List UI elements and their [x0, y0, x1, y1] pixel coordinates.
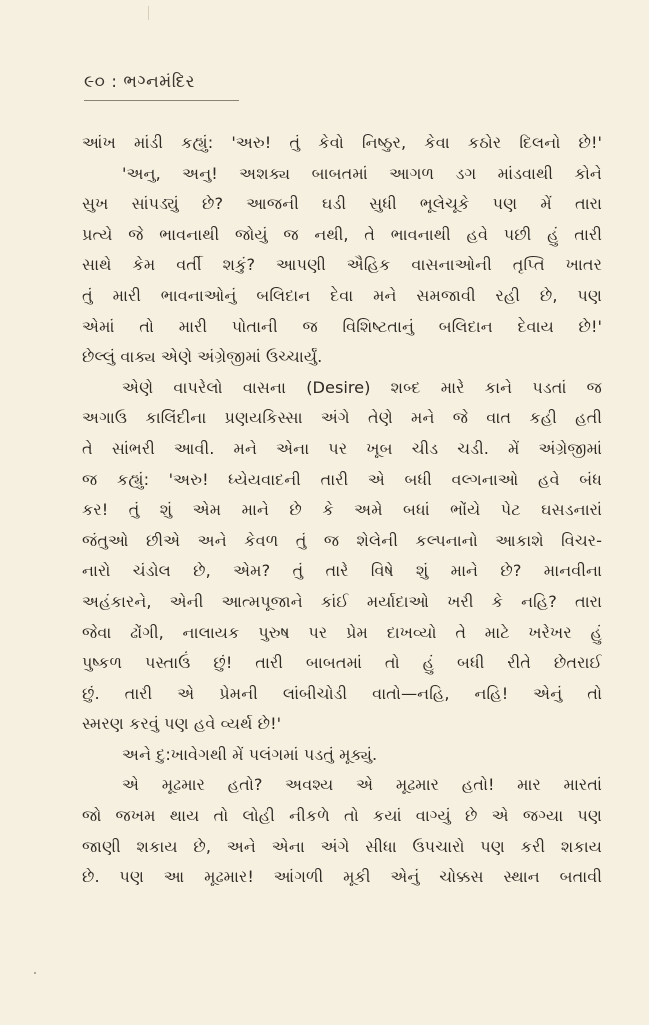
text-line: જંતુઓ છીએ અને કેવળ તું જ શેલેની કલ્પનાનો આકાશે વિચર- [82, 530, 602, 550]
text-line: એમાં તો મારી પોતાની જ વિશિષ્ટતાનું બલિદાન દેવાય છે!' [82, 316, 602, 336]
text-line: તું મારી ભાવનાઓનું બલિદાન દેવા મને સમજાવી રહી છે, પણ [82, 285, 602, 305]
text-line: જાણી શકાય છે, અને એના અંગે સીધા ઉપચારો પણ કરી શકાય [82, 836, 602, 856]
page-speck [34, 972, 36, 974]
text-line: અને દુ:ખાવેગથી મેં પલંગમાં પડતું મૂક્યું. [122, 744, 378, 764]
text-line: કર! તું શું એમ માને છે કે અમે બધાં ભોંયે પેટ ઘસડનારાં [82, 500, 602, 520]
text-line: સાથે કેમ વર્તી શકું? આપણી ઐહિક વાસનાઓની તૃપ્તિ ખાતર [82, 255, 602, 275]
body-text [82, 128, 602, 893]
text-line: આંખ માંડી કહ્યું: 'અરુ! તું કેવો નિષ્ઠુર, કેવા કઠોર દિલનો છે!' [82, 133, 602, 152]
text-line: છું. તારી એ પ્રેમની લાંબીચોડી વાતો—નહિ, નહિ! એનું તો [82, 683, 602, 703]
text-line: પુષ્કળ પસ્તાઉં છું! તારી બાબતમાં તો હું બધી રીતે છેતરાઈ [82, 653, 602, 673]
text-line: જેવા ઢોંગી, નાલાયક પુરુષ પર પ્રેમ દાખવ્યો તે માટે ખરેખર હું [82, 622, 602, 642]
text-line: એ મૂઢમાર હતો? અવશ્ય એ મૂઢમાર હતો! માર મારતાં [122, 775, 602, 795]
text-line: જો જખમ થાય તો લોહી નીકળે તો કયાં વાગ્યું છે એ જગ્યા પણ [82, 806, 602, 826]
text-line: અહંકારને, એની આત્મપૂજાને કાંઈ મર્યાદાઓ ખરી કે નહિ? તારા [82, 591, 602, 611]
text-line: છેલ્લું વાક્ય એણે અંગ્રેજીમાં ઉચ્ચાર્યું. [82, 347, 323, 367]
header-rule [84, 100, 239, 101]
running-header: ૯૦ : ભગ્નમંદિર [84, 72, 195, 92]
text-line: એણે વાપરેલો વાસના (Desire) શબ્દ મારે કાને પડતાં જ [122, 377, 602, 397]
text-line: 'અનુ, અનુ! અશક્ય બાબતમાં આગળ ડગ માંડવાથી કોને [122, 163, 602, 183]
text-line: સુખ સાંપડ્યું છે? આજની ઘડી સુધી ભૂલેચૂકે પણ મેં તારા [82, 194, 602, 214]
text-line: પ્રત્યે જે ભાવનાથી જોયું જ નથી, તે ભાવનાથી હવે પછી હું તારી [82, 224, 602, 244]
text-line: છે. પણ આ મૂઢમાર! આંગળી મૂકી એનું ચોક્કસ સ્થાન બતાવી [82, 867, 602, 887]
page-mark [148, 6, 149, 20]
text-line: અગાઉ કાલિંદીના પ્રણયકિસ્સા અંગે તેણે મને જે વાત કહી હતી [82, 408, 602, 428]
text-line: સ્મરણ કરવું પણ હવે વ્યર્થ છે!' [82, 714, 282, 734]
text-line: તે સાંભરી આવી. મને એના પર ખૂબ ચીડ ચડી. મેં અંગ્રેજીમાં [82, 438, 602, 458]
text-line: જ કહ્યું: 'અરુ! ધ્યેયવાદની તારી એ બધી વલ્ગનાઓ હવે બંધ [82, 469, 602, 489]
text-line: નારો ચંડોલ છે, એમ? તું તારે વિષે શું માને છે? માનવીના [82, 561, 602, 581]
